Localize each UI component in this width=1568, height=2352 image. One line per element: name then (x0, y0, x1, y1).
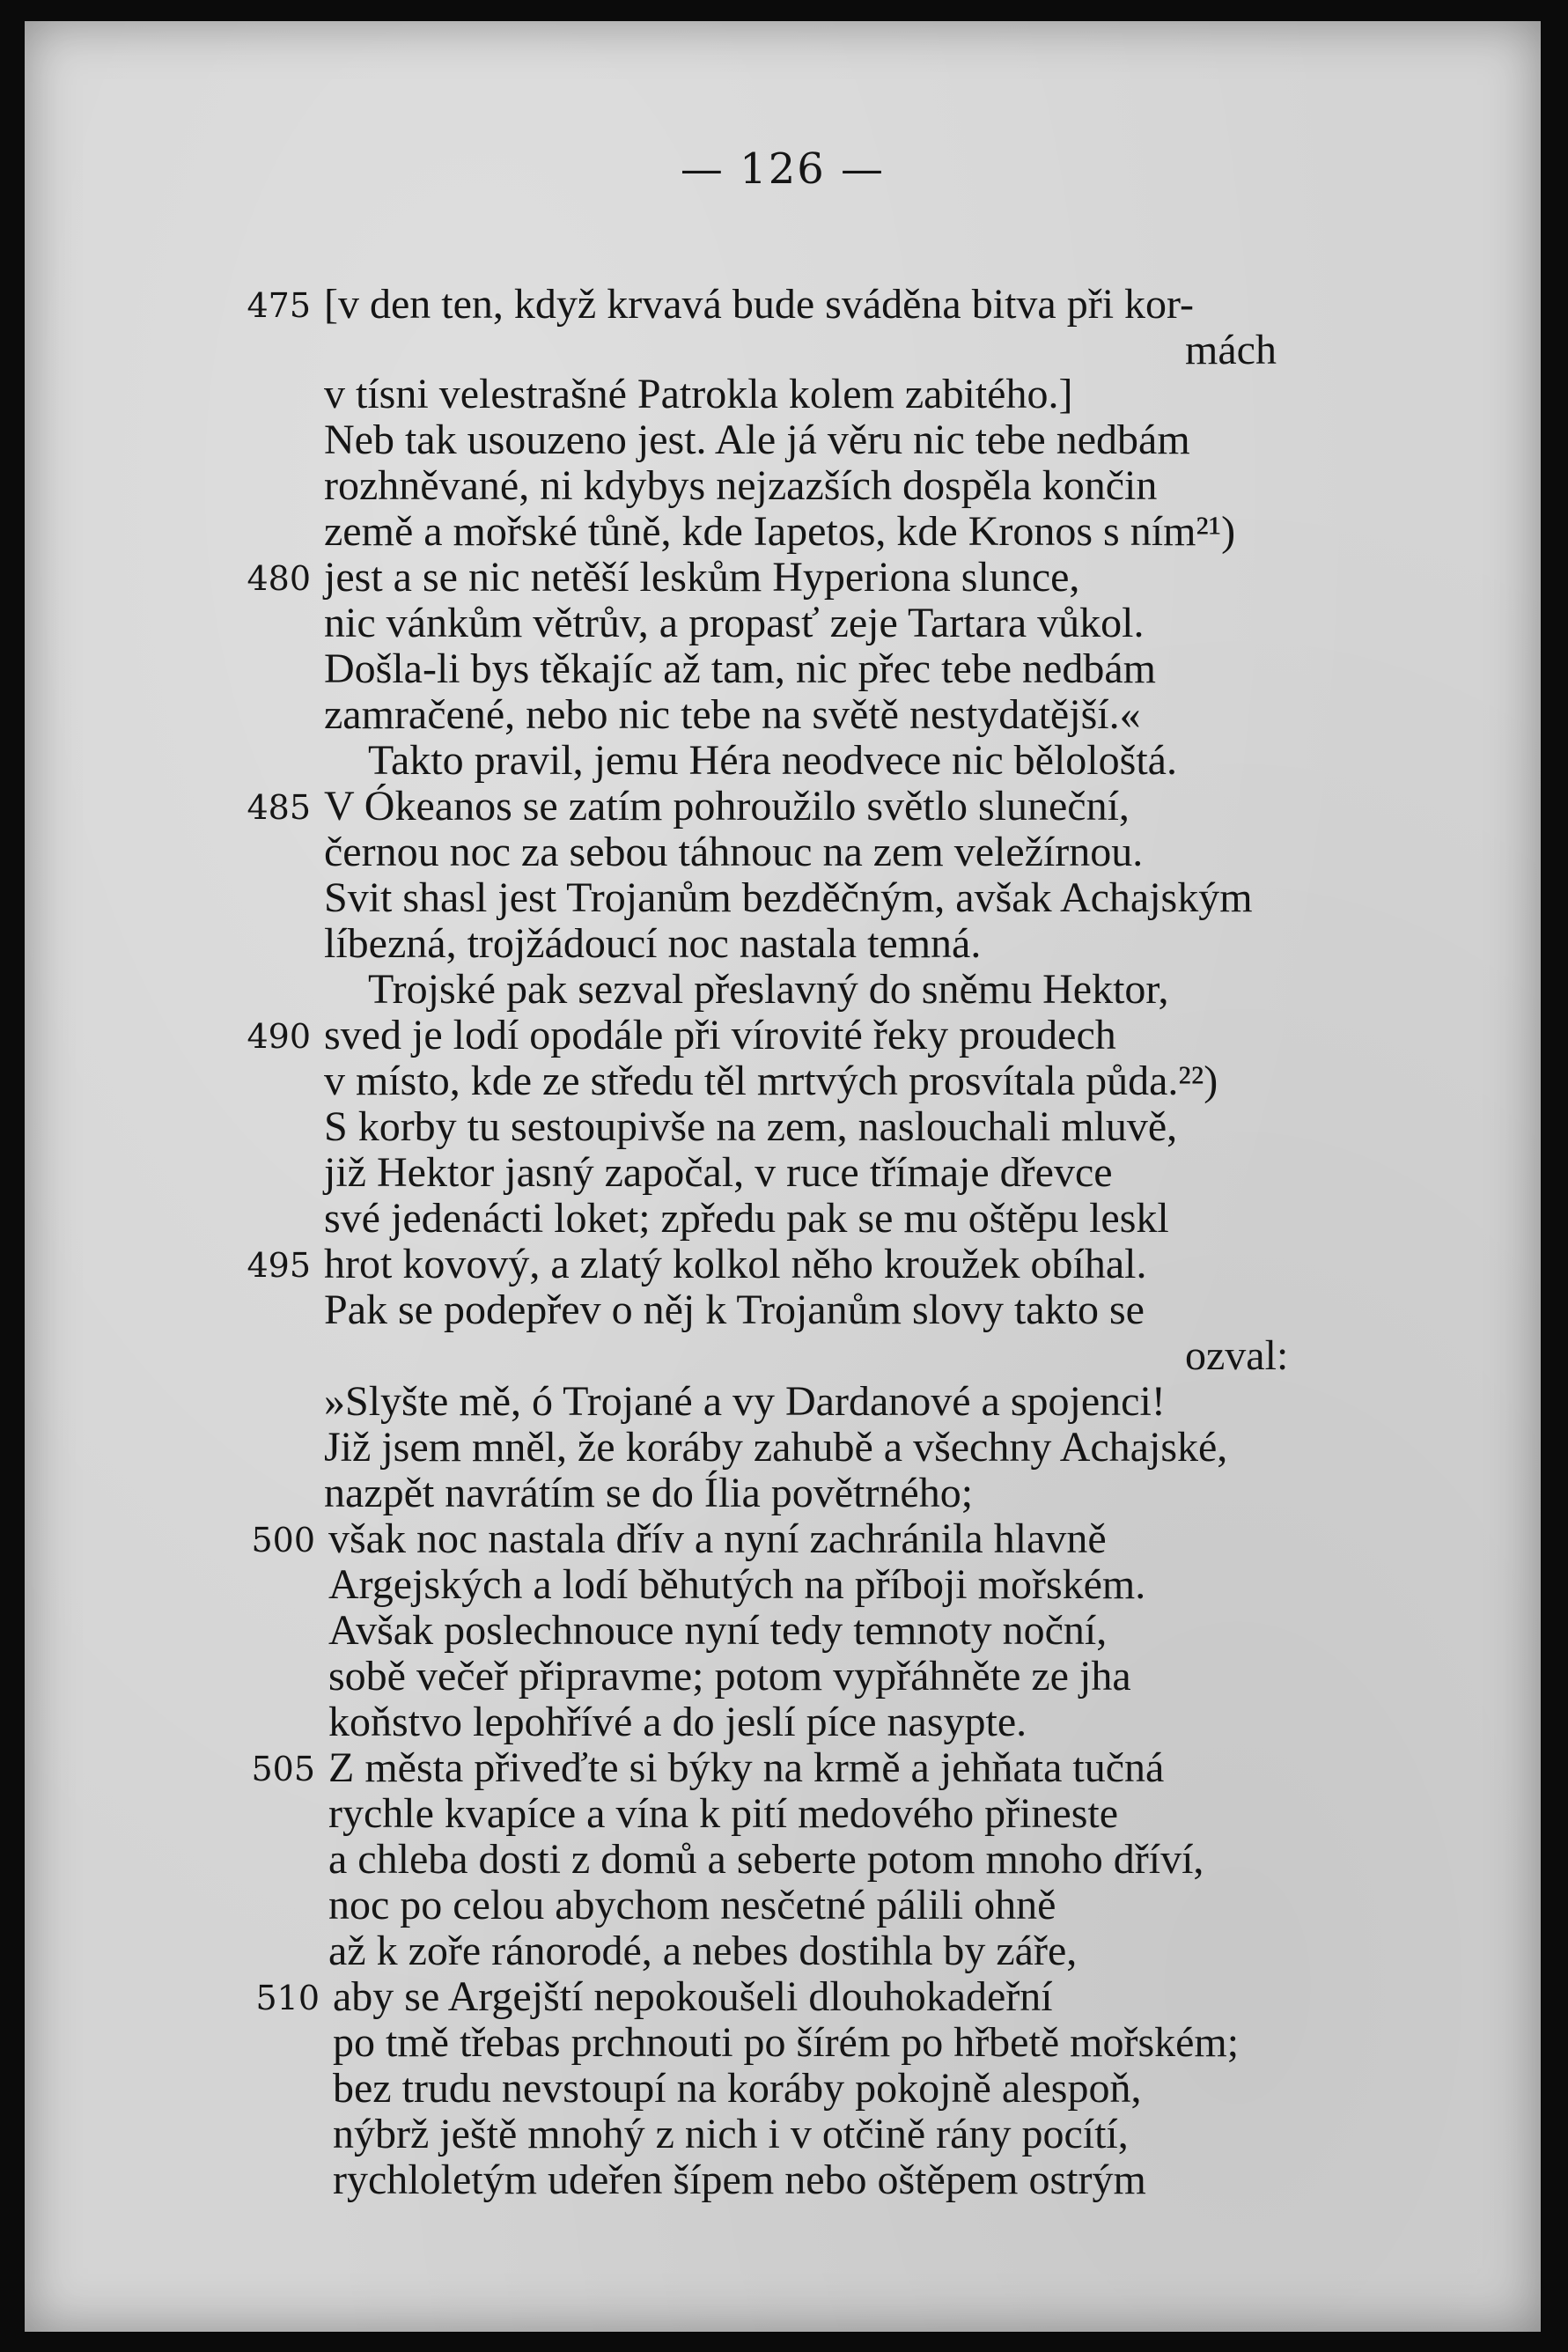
line-text: a chleba dosti z domů a seberte potom mnoho dříví, (328, 1836, 1204, 1883)
line-text: Došla-li bys těkajíc až tam, nic přec tebe nedbám (324, 645, 1156, 692)
verse-line (333, 2065, 1142, 2112)
line-number: 495 (247, 1246, 311, 1285)
line-text: aby se Argejští nepokoušeli dlouhokadeřní (333, 1973, 1053, 2020)
line-text: líbezná, trojžádoucí noc nastala temná. (324, 920, 982, 967)
verse-line (328, 1884, 1056, 1927)
line-text: rozhněvané, ni kdybys nejzazších dospěla končin (324, 462, 1158, 509)
verse-line (324, 373, 1072, 416)
verse-line (324, 1289, 1145, 1331)
line-text: již Hektor jasný započal, v ruce třímaje dřevce (324, 1149, 1113, 1196)
line-text: Neb tak usouzeno jest. Ale já věru nic tebe nedbám (324, 417, 1190, 463)
verse-line-continuation: mách (1185, 327, 1277, 373)
verse-line (324, 1424, 1228, 1471)
line-text: černou noc za sebou táhnouc na zem veležírnou. (324, 829, 1144, 875)
line-text: sved je lodí opodále při vírovité řeky proudech (324, 1012, 1116, 1058)
verse-line (333, 2159, 1146, 2201)
verse-line (324, 1060, 1218, 1102)
line-text: však noc nastala dřív a nyní zachránila hlavně (328, 1515, 1107, 1562)
verse-line (255, 1973, 1053, 2020)
line-text: »Slyšte mě, ó Trojané a vy Dardanové a spojenci! (324, 1378, 1166, 1425)
line-text: bez trudu nevstoupí na koráby pokojně alespoň, (333, 2065, 1142, 2112)
line-text: noc po celou abychom nesčetné pálili ohně (328, 1882, 1056, 1928)
verse-line-continuation: ozval: (1185, 1332, 1289, 1379)
verse-line (324, 1149, 1113, 1196)
verse-line (247, 1012, 1116, 1058)
book-page (25, 21, 1541, 2332)
verse-line (328, 1561, 1146, 1608)
verse-line (328, 1930, 1077, 1972)
line-text: Avšak poslechnouce nyní tedy temnoty noční, (328, 1607, 1108, 1654)
verse-line (324, 462, 1158, 509)
line-text: [v den ten, když krvavá bude sváděna bitva při kor- (324, 281, 1195, 328)
verse-line (324, 691, 1141, 738)
line-text: až k zoře ránorodé, a nebes dostihla by záře, (328, 1928, 1078, 1974)
line-text: sobě večeř připravme; potom vypřáhněte ze jha (328, 1653, 1131, 1699)
verse-line (324, 645, 1156, 692)
verse-line (324, 920, 982, 967)
line-text: Již jsem mněl, že koráby zahubě a všechny Achajské, (324, 1424, 1228, 1471)
verse-line (333, 2113, 1129, 2156)
line-text: zamračené, nebo nic tebe na světě nestydatější.« (324, 691, 1141, 738)
verse-line (368, 737, 1177, 784)
verse-line (328, 1790, 1119, 1837)
line-text: V Ókeanos se zatím pohroužilo světlo sluneční, (324, 783, 1130, 829)
line-number: 510 (255, 1979, 320, 2017)
verse-line (328, 1655, 1131, 1698)
line-text: země a mořské tůně, kde Iapetos, kde Kronos s ním²¹) (324, 508, 1236, 555)
verse-line (324, 508, 1236, 555)
line-text: Z města přiveďte si býky na krmě a jehňata tučná (328, 1744, 1165, 1791)
line-text: Svit shasl jest Trojanům bezděčným, avšak Achajským (324, 874, 1253, 921)
verse-line (333, 2019, 1240, 2066)
verse-line (247, 281, 1195, 328)
line-text: nýbrž ještě mnohý z nich i v otčině rány pocítí, (333, 2111, 1129, 2157)
line-text: rychloletým udeřen šípem nebo oštěpem ostrým (333, 2157, 1146, 2203)
line-number: 490 (247, 1017, 311, 1056)
verse-line (247, 554, 1080, 601)
line-text: nic vánkům větrův, a propasť zeje Tartara vůkol. (324, 600, 1145, 646)
line-text: Argejských a lodí běhutých na příboji mořském. (328, 1561, 1146, 1608)
verse-line (324, 831, 1143, 874)
line-text: v tísni velestrašné Patrokla kolem zabitého.] (324, 371, 1073, 417)
verse-line (251, 1515, 1107, 1562)
line-text: S korby tu sestoupivše na zem, naslouchali mluvě, (324, 1103, 1178, 1150)
line-text: rychle kvapíce a vína k pití medového přineste (328, 1790, 1119, 1837)
line-text: své jedenácti loket; zpředu pak se mu oštěpu leskl (324, 1195, 1169, 1242)
line-text: v místo, kde ze středu těl mrtvých prosvítala půda.²²) (324, 1058, 1218, 1104)
line-number: 485 (247, 788, 311, 827)
line-text: jest a se nic netěší leskům Hyperiona slunce, (324, 554, 1080, 601)
verse-line (324, 419, 1190, 461)
verse-line (324, 602, 1144, 645)
verse-line (324, 874, 1253, 921)
line-text: koňstvo lepohřívé a do jeslí píce nasypte. (328, 1699, 1027, 1745)
verse-line (324, 1103, 1178, 1150)
line-number: 500 (251, 1521, 315, 1559)
verse-line (328, 1607, 1108, 1654)
line-number: 475 (247, 286, 311, 325)
page-number: — 126 — (680, 144, 886, 194)
line-text: Trojské pak sezval přeslavný do sněmu Hektor, (368, 966, 1169, 1013)
line-text: Takto pravil, jemu Héra neodvece nic bělološtá. (368, 737, 1177, 784)
verse-line (328, 1701, 1027, 1744)
verse-line (251, 1744, 1165, 1791)
line-number: 480 (247, 559, 311, 598)
line-text: Pak se podepřev o něj k Trojanům slovy takto se (324, 1287, 1145, 1333)
verse-line (368, 966, 1169, 1013)
verse-line (324, 1195, 1169, 1242)
line-text: hrot kovový, a zlatý kolkol něho kroužek obíhal. (324, 1241, 1147, 1287)
line-text: po tmě třebas prchnouti po šírém po hřbetě mořském; (333, 2019, 1240, 2066)
line-number: 505 (251, 1750, 315, 1788)
verse-line (324, 1472, 973, 1515)
verse-line (247, 1241, 1147, 1287)
verse-line (324, 1378, 1166, 1425)
verse-line (328, 1836, 1204, 1883)
verse-line (247, 783, 1130, 829)
line-text: nazpět navrátím se do Ília povětrného; (324, 1470, 974, 1516)
